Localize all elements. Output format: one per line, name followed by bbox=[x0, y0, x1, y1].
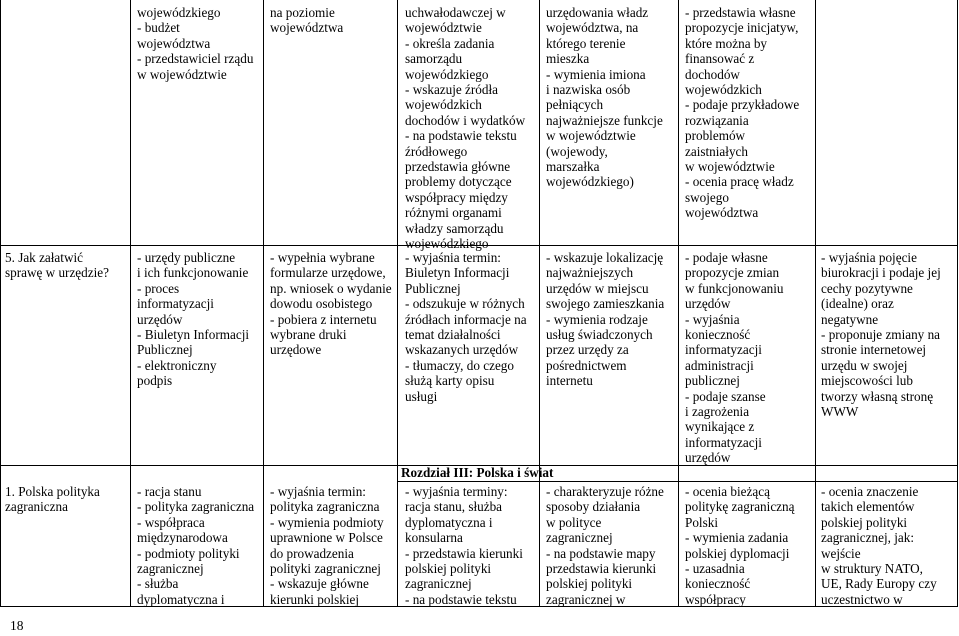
complete-requirements-cell: - wskazuje lokalizację najważniejszych urzędów w miejscu swojego zamieszkania - wymienia rodzaje usług świadczonych przez urzędy za pośrednictwem internetu bbox=[546, 250, 665, 389]
extended-requirements-cell: - wyjaśnia terminy: racja stanu, służba dyplomatyczna i konsularna - przedstawia kierunki polskiej polityki zagranicznej - na podstawie tekstu bbox=[405, 484, 523, 607]
excellent-requirements-cell: - ocenia znaczenie takich elementów polskiej polityki zagranicznej, jak: wejście w struktury NATO, UE, Rady Europy czy uczestnictwo w bbox=[821, 484, 937, 607]
good-requirements-cell: - ocenia bieżącą politykę zagraniczną Polski - wymienia zadania polskiej dyplomacji - uzasadnia konieczność współpracy bbox=[685, 484, 795, 607]
column-border bbox=[678, 0, 679, 607]
extended-requirements-cell: uchwałodawczej w województwie - określa zadania samorządu wojewódzkiego - wskazuje źródła wojewódzkich dochodów i wydatków - na podstawie tekstu źródłowego przedstawia główne problemy dotyczące współpracy między różnymi organami władzy samorządu wojewódzkiego bbox=[405, 5, 526, 252]
complete-requirements-cell: - charakteryzuje różne sposoby działania w polityce zagranicznej - na podstawie mapy przedstawia kierunki polskiej polityki zagranicznej w bbox=[546, 484, 664, 607]
column-border bbox=[130, 0, 131, 607]
column-border bbox=[263, 0, 264, 607]
page-number: 18 bbox=[10, 618, 24, 633]
basic-requirements-cell: - wypełnia wybrane formularze urzędowe, np. wniosek o wydanie dowodu osobistego - pobiera z internetu wybrane druki urzędowe bbox=[270, 250, 392, 358]
topic-cell: 1. Polska polityka zagraniczna bbox=[5, 484, 100, 515]
basic-requirements-cell: - wyjaśnia termin: polityka zagraniczna - wymienia podmioty uprawnione w Polsce do prowadzenia polityki zagranicznej - wskazuje główne kierunki polskiej bbox=[270, 484, 384, 607]
column-border bbox=[815, 0, 816, 607]
row-border bbox=[397, 481, 958, 482]
topic-cell: 5. Jak załatwić sprawę w urzędzie? bbox=[5, 250, 109, 281]
column-border bbox=[0, 0, 1, 607]
good-requirements-cell: - podaje własne propozycje zmian w funkcjonowaniu urzędów - wyjaśnia konieczność informatyzacji administracji publicznej - podaje szanse i zagrożenia wynikające z informatyzacji urzędów bbox=[685, 250, 784, 466]
basic-requirements-cell: na poziomie województwa bbox=[270, 5, 344, 36]
content-cell: - urzędy publiczne i ich funkcjonowanie - proces informatyzacji urzędów - Biuletyn Informacji Publicznej - elektroniczny podpis bbox=[137, 250, 250, 389]
content-cell: - racja stanu - polityka zagraniczna - współpraca międzynarodowa - podmioty polityki zagranicznej - służba dyplomatyczna i bbox=[137, 484, 255, 607]
column-border bbox=[957, 0, 958, 607]
extended-requirements-cell: - wyjaśnia termin: Biuletyn Informacji Publicznej - odszukuje w różnych źródłach informacje na temat działalności wskazanych urzędów - tłumaczy, do czego służą karty opisu usługi bbox=[405, 250, 527, 404]
excellent-requirements-cell: - wyjaśnia pojęcie biurokracji i podaje jej cechy pozytywne (idealne) oraz negatywne - proponuje zmiany na stronie internetowej urzędu w swojej miejscowości lub tworzy własną stronę WWW bbox=[821, 250, 941, 420]
complete-requirements-cell: urzędowania władz województwa, na którego terenie mieszka - wymienia imiona i nazwiska osób pełniących najważniejsze funkcje w województwie (wojewody, marszałka wojewódzkiego) bbox=[546, 5, 663, 190]
good-requirements-cell: - przedstawia własne propozycje inicjatyw, które można by finansować z dochodów wojewódzkich - podaje przykładowe rozwiązania problemów zaistniałych w województwie - ocenia pracę władz swojego województwa bbox=[685, 5, 800, 221]
column-border bbox=[397, 0, 398, 607]
section-heading: Rozdział III: Polska i świat bbox=[401, 465, 554, 480]
column-border bbox=[539, 0, 540, 607]
content-cell: wojewódzkiego - budżet województwa - przedstawiciel rządu w województwie bbox=[137, 5, 254, 82]
